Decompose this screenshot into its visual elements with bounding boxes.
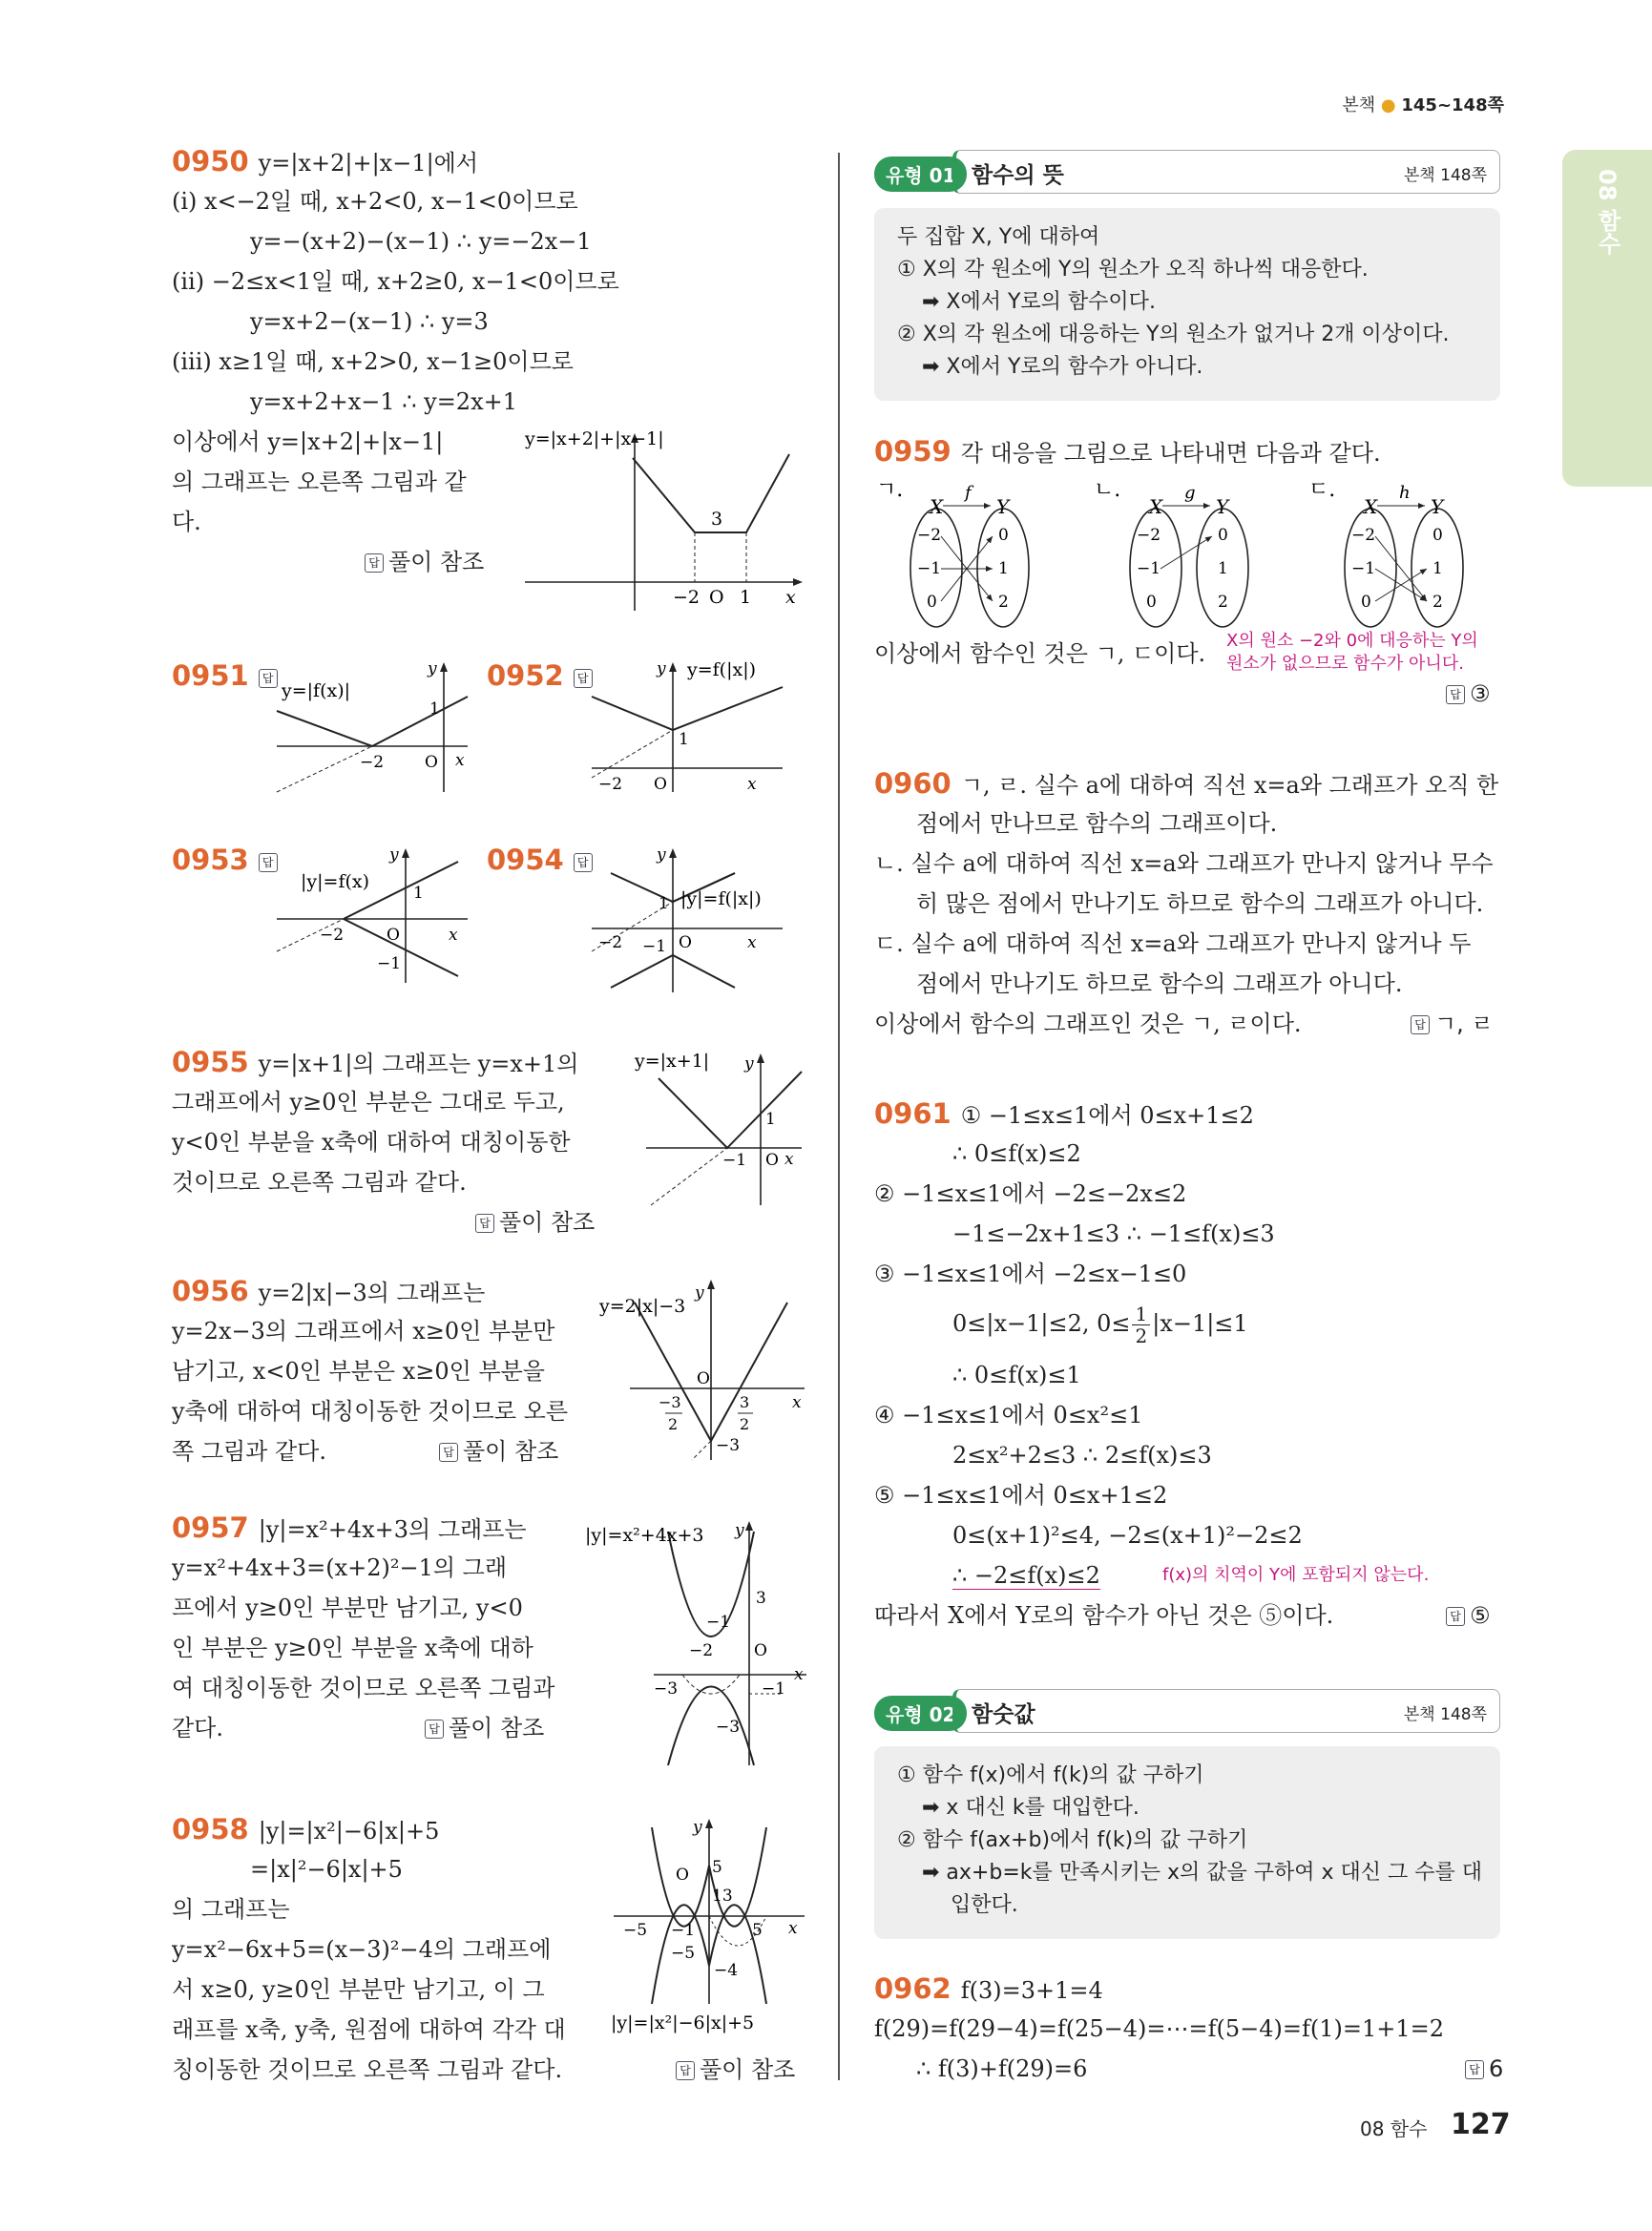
svg-text:y: y (744, 1054, 754, 1074)
svg-text:1: 1 (998, 559, 1009, 578)
svg-text:y: y (657, 845, 666, 865)
svg-text:Y: Y (996, 495, 1010, 518)
svg-text:y: y (657, 659, 666, 678)
graph-0951 (272, 658, 472, 802)
svg-text:x: x (788, 1919, 798, 1938)
svg-text:f: f (965, 483, 972, 503)
svg-text:O: O (387, 926, 400, 945)
svg-text:x: x (792, 1393, 802, 1412)
graph-0953 (272, 844, 472, 988)
svg-text:3: 3 (756, 1589, 766, 1608)
svg-text:y: y (428, 659, 437, 678)
chapter-tab: 08 함수 (1562, 150, 1652, 487)
svg-text:−1: −1 (706, 1613, 731, 1632)
graph-0958 (609, 1813, 809, 2042)
svg-text:y: y (693, 1818, 702, 1837)
mapping-diagrams-0959 (874, 477, 1504, 630)
svg-text:−3: −3 (716, 1718, 741, 1737)
graph-0957 (582, 1512, 811, 1770)
svg-text:2: 2 (1432, 593, 1443, 612)
svg-text:|y|=x²+4x+3: |y|=x²+4x+3 (585, 1525, 704, 1546)
svg-text:|y|=f(|x|): |y|=f(|x|) (680, 888, 762, 909)
svg-text:h: h (1399, 483, 1411, 503)
svg-text:y: y (735, 1521, 744, 1540)
svg-text:5: 5 (752, 1921, 763, 1940)
svg-text:0: 0 (1146, 593, 1157, 612)
svg-text:−2: −2 (689, 1641, 714, 1660)
svg-text:Y: Y (1431, 495, 1444, 518)
graph-0952 (587, 658, 787, 802)
svg-text:2: 2 (740, 1415, 750, 1433)
svg-text:3: 3 (740, 1393, 750, 1411)
svg-text:−3: −3 (654, 1679, 679, 1699)
svg-text:ㄱ.: ㄱ. (876, 478, 904, 502)
svg-text:O: O (676, 1866, 689, 1885)
type-02-header: 유형 02 함숫값 본책 148쪽 (874, 1689, 1500, 1735)
svg-text:X: X (1149, 495, 1163, 518)
svg-text:1: 1 (740, 587, 752, 608)
svg-text:g: g (1184, 483, 1196, 503)
svg-text:1: 1 (765, 1110, 776, 1129)
svg-text:−2: −2 (1137, 526, 1161, 545)
svg-text:1: 1 (1432, 559, 1443, 578)
svg-text:−1: −1 (1137, 559, 1161, 578)
svg-text:−2: −2 (598, 775, 623, 794)
svg-text:O: O (654, 775, 667, 794)
type-01-header: 유형 01 함수의 뜻 본책 148쪽 (874, 150, 1500, 196)
svg-text:−2: −2 (1351, 526, 1376, 545)
svg-text:3: 3 (711, 509, 723, 530)
type-01-guide: 두 집합 X, Y에 대하여 ① X의 각 원소에 Y의 원소가 오직 하나씩 대응한다. ➡ X에서 Y로의 함수이다. ② X의 각 원소에 대응하는 Y의 원소가 없거나 2개 이상이다. ➡ X에서 Y로의 함수가 아니다. (874, 208, 1500, 401)
svg-text:−3: −3 (716, 1436, 741, 1455)
svg-text:5: 5 (712, 1858, 722, 1877)
svg-text:y: y (389, 845, 399, 865)
svg-text:y=2|x|−3: y=2|x|−3 (599, 1296, 686, 1317)
svg-text:ㄴ.: ㄴ. (1094, 478, 1121, 502)
svg-text:O: O (754, 1641, 767, 1660)
svg-text:−1: −1 (762, 1679, 786, 1699)
svg-text:1: 1 (679, 730, 689, 749)
svg-text:0: 0 (1361, 593, 1371, 612)
note-0959: X의 원소 −2와 0에 대응하는 Y의 원소가 없으므로 함수가 아니다. (1226, 631, 1478, 674)
svg-text:2: 2 (998, 593, 1009, 612)
svg-text:−1: −1 (377, 954, 402, 973)
page-number: 127 (1451, 2108, 1511, 2141)
type-02-guide: ① 함수 f(x)에서 f(k)의 값 구하기 ➡ x 대신 k를 대입한다. ② 함수 f(ax+b)에서 f(k)의 값 구하기 ➡ ax+b=k를 만족시키는 x의 값을 구하여 x 대신 그 수를 대 입한다. (874, 1746, 1500, 1939)
svg-text:0: 0 (1432, 526, 1443, 545)
svg-text:−5: −5 (623, 1921, 648, 1940)
svg-text:O: O (679, 933, 692, 952)
svg-text:13: 13 (712, 1887, 733, 1906)
graph-0954 (587, 844, 806, 997)
graph-0955 (632, 1048, 804, 1210)
svg-text:y=|x+2|+|x−1|: y=|x+2|+|x−1| (525, 428, 664, 449)
page-ref: 본책 ● 145~148쪽 (1342, 95, 1504, 115)
svg-text:−2: −2 (598, 933, 623, 952)
svg-text:x: x (794, 1665, 804, 1684)
svg-text:O: O (709, 587, 724, 608)
svg-text:x: x (455, 751, 465, 770)
svg-text:−2: −2 (360, 753, 385, 772)
svg-text:−1: −1 (722, 1151, 747, 1170)
svg-text:−1: −1 (1351, 559, 1376, 578)
svg-text:−1: −1 (642, 937, 667, 956)
svg-text:|y|=|x²|−6|x|+5: |y|=|x²|−6|x|+5 (611, 2012, 755, 2033)
svg-text:2: 2 (1218, 593, 1228, 612)
svg-text:1: 1 (413, 884, 424, 903)
svg-text:1: 1 (659, 894, 669, 913)
svg-text:x: x (449, 926, 458, 945)
svg-text:y=|f(x)|: y=|f(x)| (282, 680, 351, 701)
svg-text:X: X (930, 495, 944, 518)
svg-text:−2: −2 (673, 587, 701, 608)
svg-text:Y: Y (1216, 495, 1229, 518)
svg-text:x: x (747, 775, 757, 794)
graph-0950 (520, 420, 806, 615)
svg-text:|y|=f(x): |y|=f(x) (301, 871, 370, 892)
svg-text:x: x (747, 933, 757, 952)
svg-text:−4: −4 (714, 1961, 739, 1980)
svg-text:O: O (765, 1151, 779, 1170)
svg-text:−1: −1 (671, 1921, 696, 1940)
column-divider (838, 153, 840, 2080)
svg-text:−2: −2 (320, 926, 345, 945)
svg-text:1: 1 (429, 699, 440, 719)
svg-text:y: y (695, 1283, 704, 1303)
svg-text:−1: −1 (917, 559, 942, 578)
svg-text:2: 2 (668, 1415, 679, 1433)
svg-text:ㄷ.: ㄷ. (1308, 478, 1336, 502)
footer-chapter: 08 함수 (1360, 2117, 1428, 2140)
svg-text:0: 0 (927, 593, 937, 612)
svg-text:x: x (784, 1150, 794, 1169)
svg-text:0: 0 (998, 526, 1009, 545)
svg-text:y=|x+1|: y=|x+1| (635, 1051, 710, 1072)
svg-text:x: x (785, 587, 796, 608)
graph-0956 (596, 1274, 806, 1465)
svg-text:−5: −5 (671, 1944, 696, 1963)
svg-text:−2: −2 (917, 526, 942, 545)
svg-text:X: X (1364, 495, 1378, 518)
svg-text:0: 0 (1218, 526, 1228, 545)
svg-text:y=f(|x|): y=f(|x|) (687, 659, 757, 680)
svg-text:−3: −3 (659, 1393, 681, 1411)
svg-text:O: O (697, 1369, 710, 1388)
svg-text:1: 1 (1218, 559, 1228, 578)
svg-text:O: O (425, 753, 438, 772)
